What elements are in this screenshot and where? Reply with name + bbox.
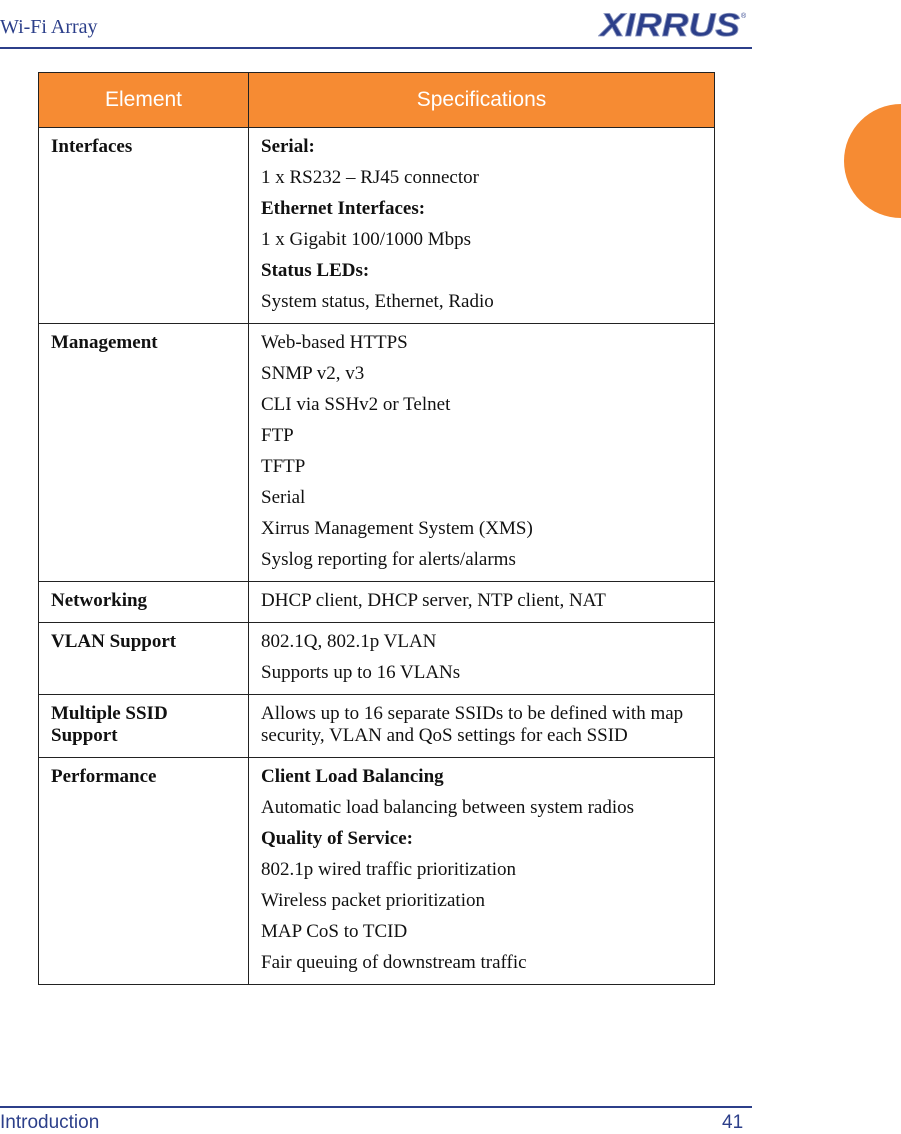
specifications-cell [249,324,715,582]
spec-line: SNMP v2, v3 [261,363,365,384]
logo-text: XIRRUS [598,7,741,43]
svg-text:®: ® [741,13,747,20]
column-header-element: Element [39,73,249,128]
spec-line: FTP [261,425,294,446]
spec-line: Syslog reporting for alerts/alarms [261,549,516,570]
header-rule [0,47,752,49]
spec-line: DHCP client, DHCP server, NTP client, NAT [261,590,606,611]
spec-line: MAP CoS to TCID [261,921,408,942]
spec-line: Web-based HTTPS [261,332,408,353]
element-cell: Management [39,324,249,582]
table-row [39,582,715,623]
xirrus-logo [598,4,748,44]
spec-line: Automatic load balancing between system radios [261,797,635,818]
spec-line: TFTP [261,456,306,477]
footer-page-number: 41 [722,1112,744,1133]
table-header-row [39,73,715,128]
spec-line: 1 x RS232 – RJ45 connector [261,167,479,188]
footer-section-title: Introduction [0,1112,100,1133]
spec-subheading: Quality of Service: [261,828,413,849]
element-cell: VLAN Support [39,623,249,695]
table-row [39,324,715,582]
spec-line: Xirrus Management System (XMS) [261,518,533,539]
specifications-cell [249,128,715,324]
element-cell: Multiple SSID Support [39,695,249,758]
spec-line: Supports up to 16 VLANs [261,662,461,683]
specifications-cell [249,623,715,695]
spec-line: CLI via SSHv2 or Telnet [261,394,451,415]
spec-line: Fair queuing of downstream traffic [261,952,527,973]
table-row [39,623,715,695]
running-title: Wi-Fi Array [0,16,98,38]
specifications-table [38,72,715,985]
column-header-specifications: Specifications [249,73,715,128]
specifications-cell [249,582,715,623]
specifications-cell [249,758,715,985]
spec-line: Serial [261,487,306,508]
element-cell: Networking [39,582,249,623]
footer-rule [0,1106,752,1108]
table-row [39,695,715,758]
element-cell: Performance [39,758,249,985]
table-body [39,128,715,985]
chapter-tab-marker [844,104,901,218]
spec-line: 802.1p wired traffic prioritization [261,859,517,880]
spec-line: 1 x Gigabit 100/1000 Mbps [261,229,472,250]
specifications-cell [249,695,715,758]
spec-line: System status, Ethernet, Radio [261,291,494,312]
spec-subheading: Serial: [261,136,315,157]
table-row [39,128,715,324]
spec-subheading: Client Load Balancing [261,766,444,787]
table-row [39,758,715,985]
spec-line: Allows up to 16 separate SSIDs to be defined with map security, VLAN and QoS settings for each SSID [261,703,684,746]
spec-subheading: Ethernet Interfaces: [261,198,426,219]
spec-line: Wireless packet prioritization [261,890,485,911]
element-cell: Interfaces [39,128,249,324]
spec-line: 802.1Q, 802.1p VLAN [261,631,437,652]
spec-subheading: Status LEDs: [261,260,370,281]
